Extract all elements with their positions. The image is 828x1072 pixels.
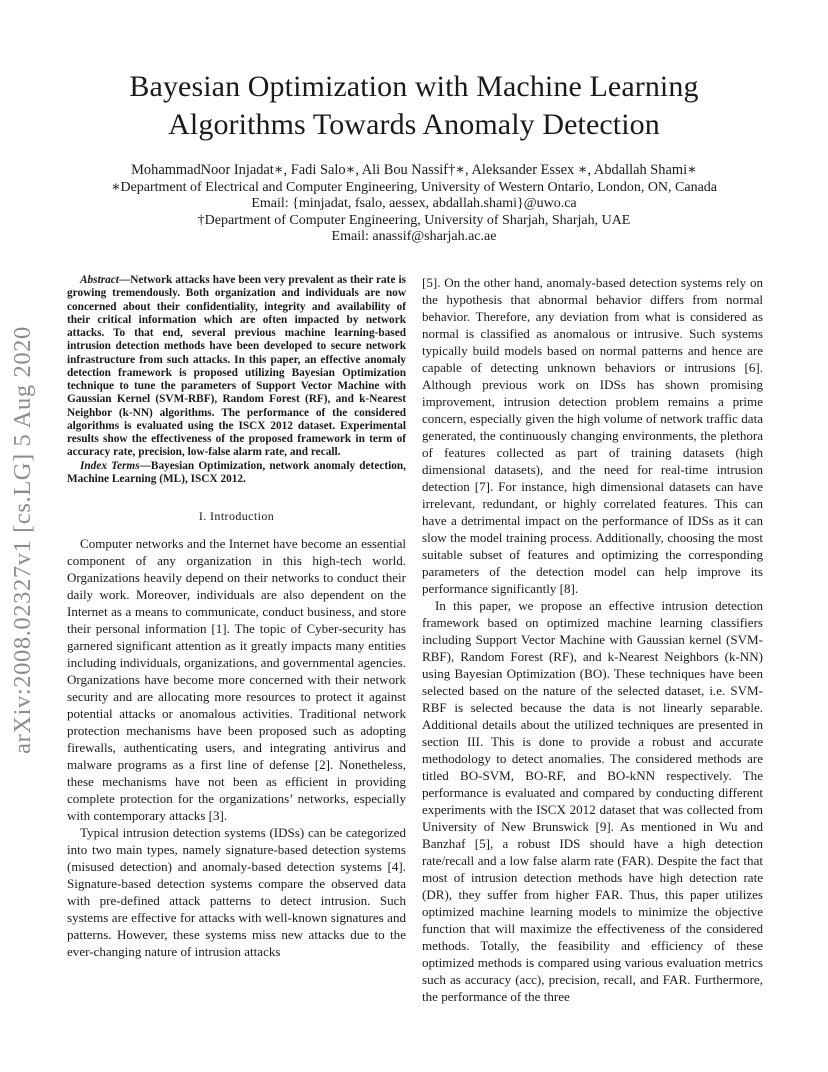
affiliation-2: †Department of Computer Engineering, University of Sharjah, Sharjah, UAE — [197, 212, 631, 228]
affiliation-1: ∗Department of Electrical and Computer Engineering, University of Western Ontario, London, ON, Canada — [110, 179, 718, 195]
index-terms — [67, 460, 406, 487]
body-paragraph-1: Computer networks and the Internet have become an essential component of any organization in this high-tech world. Organizations heavily depend on their networks to conduct their daily work. Moreover, individuals are also dependent on the Internet as a means to communicate, conduct business, and store their personal information [1]. The topic of Cyber-security has garnered significant attention as it greatly impacts many entities including individuals, organizations, and governmental agencies. Organizations have become more concerned with their network security and are allocating more resources to protect it against potential attacks or anomalous activities. Traditional network protection mechanisms have been proposed such as adopting firewalls, authenticating users, and integrating antivirus and malware programs as a first line of defense [2]. Nonetheless, these mechanisms have not been as efficient in providing complete protection for the organizations’ networks, especially with contemporary attacks [3]. — [67, 536, 406, 823]
email-2: Email: anassif@sharjah.ac.ae — [331, 229, 497, 245]
section-heading-introduction: I. Introduction — [198, 509, 275, 523]
left-column — [67, 274, 406, 960]
body-paragraph-2: Typical intrusion detection systems (IDSs) can be categorized into two main types, namely signature-based detection systems (misused detection) and anomaly-based detection systems [4]. Signature-based detection systems compare the observed data with pre-defined attack patterns to detect intrusion. Such systems are effective for attacks with well-known signatures and patterns. However, these systems miss new attacks due to the ever-changing nature of intrusion attacks — [67, 825, 406, 959]
index-terms-text: —Bayesian Optimization, network anomaly detection, Machine Learning (ML), ISCX 2012. — [67, 459, 406, 485]
title-line-2: Algorithms Towards Anomaly Detection — [168, 108, 660, 141]
abstract-label: Abstract — [80, 274, 119, 286]
author-names: MohammadNoor Injadat∗, Fadi Salo∗, Ali Bou Nassif†∗, Aleksander Essex ∗, Abdallah Shami∗ — [131, 162, 697, 178]
abstract — [67, 274, 406, 460]
abstract-text: —Network attacks have been very prevalent as their rate is growing tremendously. Both organization and individuals are now concerned about their confidentiality, integrity and availability of their critical information which are often impacted by network attacks. To that end, several previous machine learning-based intrusion detection methods have been developed to secure network infrastructure from such attacks. In this paper, an effective anomaly detection framework is proposed utilizing Bayesian Optimization technique to tune the parameters of Support Vector Machine with Gaussian Kernel (SVM-RBF), Random Forest (RF), and k-Nearest Neighbor (k-NN) algorithms. The performance of the considered algorithms is evaluated using the ISCX 2012 dataset. Experimental results show the effectiveness of the proposed framework in term of accuracy rate, precision, low-false alarm rate, and recall. — [67, 274, 406, 459]
body-paragraph-3: [5]. On the other hand, anomaly-based detection systems rely on the hypothesis that abnormal behavior differs from normal behavior. Therefore, any deviation from what is considered as normal is classified as anomalous or intrusive. Such systems typically build models based on normal patterns and hence are capable of detecting unknown behaviors or intrusions [6]. Although previous work on IDSs has shown promising improvement, intrusion detection problem remains a prime concern, especially given the high volume of network traffic data generated, the continuously changing environments, the plethora of features collected as part of training datasets (high dimensional datasets), and the need for real-time intrusion detection [7]. For instance, high dimensional datasets can have irrelevant, redundant, or highly correlated features. This can have a detrimental impact on the performance of IDSs as it can slow the model training process. Additionally, choosing the most suitable subset of features and optimizing the corresponding parameters of the detection model can help improve its performance significantly [8]. — [422, 275, 763, 596]
right-column — [422, 274, 763, 1005]
paper-title — [60, 68, 768, 144]
arxiv-stamp: arXiv:2008.02327v1 [cs.LG] 5 Aug 2020 — [9, 326, 36, 754]
body-paragraph-4: In this paper, we propose an effective intrusion detection framework based on optimized machine learning classifiers including Support Vector Machine with Gaussian kernel (SVM-RBF), Random Forest (RF), and k-Nearest Neighbors (k-NN) using Bayesian Optimization (BO). These techniques have been selected based on the nature of the selected dataset, i.e. SVM-RBF is selected because the data is not linearly separable. Additional details about the utilized techniques are presented in section III. This is done to provide a robust and accurate methodology to detect anomalies. The considered methods are titled BO-SVM, BO-RF, and BO-kNN respectively. The performance is evaluated and compared by conducting different experiments with the ISCX 2012 dataset that was collected from University of New Brunswick [9]. As mentioned in Wu and Banzhaf [5], a robust IDS should have a high detection rate/recall and a low false alarm rate (FAR). Despite the fact that most of intrusion detection methods have high detection rate (DR), they suffer from higher FAR. Thus, this paper utilizes optimized machine learning models to minimize the objective function that will maximize the effectiveness of the considered methods. Totally, the feasibility and efficiency of these optimized methods is compared using various evaluation metrics such as accuracy (acc), precision, recall, and FAR. Furthermore, the performance of the three — [422, 598, 763, 1004]
title-line-1: Bayesian Optimization with Machine Learning — [129, 70, 699, 103]
email-1: Email: {minjadat, fsalo, aessex, abdallah.shami}@uwo.ca — [251, 196, 577, 212]
author-block — [40, 162, 788, 246]
index-terms-label: Index Terms — [80, 459, 140, 472]
